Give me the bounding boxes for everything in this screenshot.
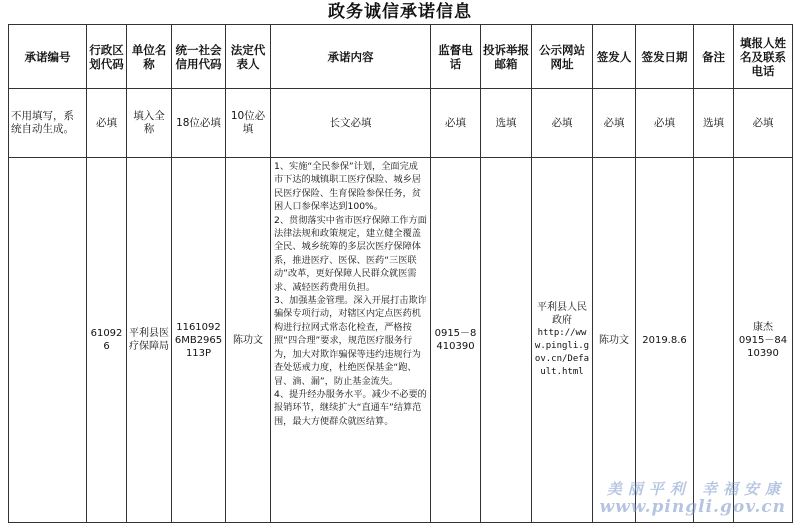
req-credit-code: 18位必填 (172, 89, 226, 158)
record-issue-date: 2019.8.6 (636, 158, 694, 523)
record-credit-code: 11610926MB2965113P (172, 158, 226, 523)
reporter-name: 康杰 (753, 321, 773, 333)
header-cell: 单位名称 (127, 25, 172, 89)
content-paragraph: 2、贯彻落实中省市医疗保障工作方面法律法规和政策规定，建立健全覆盖全民、城乡统筹的多层次医疗保障体系，推进医疗、医保、医药“三医联动”改革，更好保障人民群众就医需求、减轻医药费用负担。 (274, 214, 427, 293)
header-cell: 签发人 (593, 25, 636, 89)
record-reporter (734, 158, 793, 523)
site-watermark (599, 478, 786, 517)
record-phone: 0915－8410390 (431, 158, 481, 523)
req-issuer: 必填 (593, 89, 636, 158)
record-row (9, 158, 793, 523)
watermark-url: www.pingli.gov.cn (599, 497, 786, 517)
content-paragraph: 4、提升经办服务水平。减少不必要的报销环节，继续扩大“直通车”结算范围，最大方便群众就医结算。 (274, 388, 427, 427)
record-issuer: 陈功文 (593, 158, 636, 523)
header-cell: 承诺内容 (271, 25, 431, 89)
record-unit-name: 平利县医疗保障局 (127, 158, 172, 523)
content-paragraph: 1、实施“全民参保”计划，全面完成市下达的城镇职工医疗保险、城乡居民医疗保险、生育保险参保任务，贫困人口参保率达到100%。 (274, 161, 421, 213)
website-name: 平利县人民政府 (537, 302, 587, 326)
req-legal-rep: 10位必填 (226, 89, 271, 158)
reporter-phone: 0915－8410390 (738, 334, 788, 359)
header-cell: 公示网站网址 (532, 25, 593, 89)
header-cell: 法定代表人 (226, 25, 271, 89)
watermark-slogan: 美丽平利 幸福安康 (606, 480, 786, 498)
req-issue-date: 必填 (636, 89, 694, 158)
record-content (271, 158, 431, 523)
record-legal-rep: 陈功文 (226, 158, 271, 523)
req-unit-name: 填入全称 (127, 89, 172, 158)
header-cell: 统一社会信用代码 (172, 25, 226, 89)
header-cell: 填报人姓名及联系电话 (734, 25, 793, 89)
page-title: 政务诚信承诺信息 (328, 2, 472, 22)
header-cell: 承诺编号 (9, 25, 87, 89)
content-paragraph: 3、加强基金管理。深入开展打击欺诈骗保专项行动，对辖区内定点医药机构进行拉网式常态化检查，严格按照“四合理”要求，规范医疗服务行为，加大对欺诈骗保等违约违规行为查处惩戒力度，杜绝医保基金“跑、冒、滴、漏”，防止基金流失。 (274, 295, 427, 387)
req-region-code: 必填 (87, 89, 127, 158)
req-email: 选填 (481, 89, 532, 158)
header-cell: 备注 (694, 25, 734, 89)
website-url: http://www.pingli.gov.cn/Default.html (534, 328, 590, 377)
requirements-row (9, 89, 793, 158)
header-cell: 投诉举报邮箱 (481, 25, 532, 89)
req-website: 必填 (532, 89, 593, 158)
header-cell: 签发日期 (636, 25, 694, 89)
record-remark (694, 158, 734, 523)
req-number: 不用填写，系统自动生成。 (9, 89, 87, 158)
record-region-code: 610926 (87, 158, 127, 523)
header-cell: 行政区划代码 (87, 25, 127, 89)
commitment-table (8, 24, 793, 523)
req-reporter: 必填 (734, 89, 793, 158)
header-row (9, 25, 793, 89)
record-email (481, 158, 532, 523)
header-cell: 监督电话 (431, 25, 481, 89)
req-content: 长文必填 (271, 89, 431, 158)
req-phone: 必填 (431, 89, 481, 158)
record-number (9, 158, 87, 523)
record-website (532, 158, 593, 523)
req-remark: 选填 (694, 89, 734, 158)
